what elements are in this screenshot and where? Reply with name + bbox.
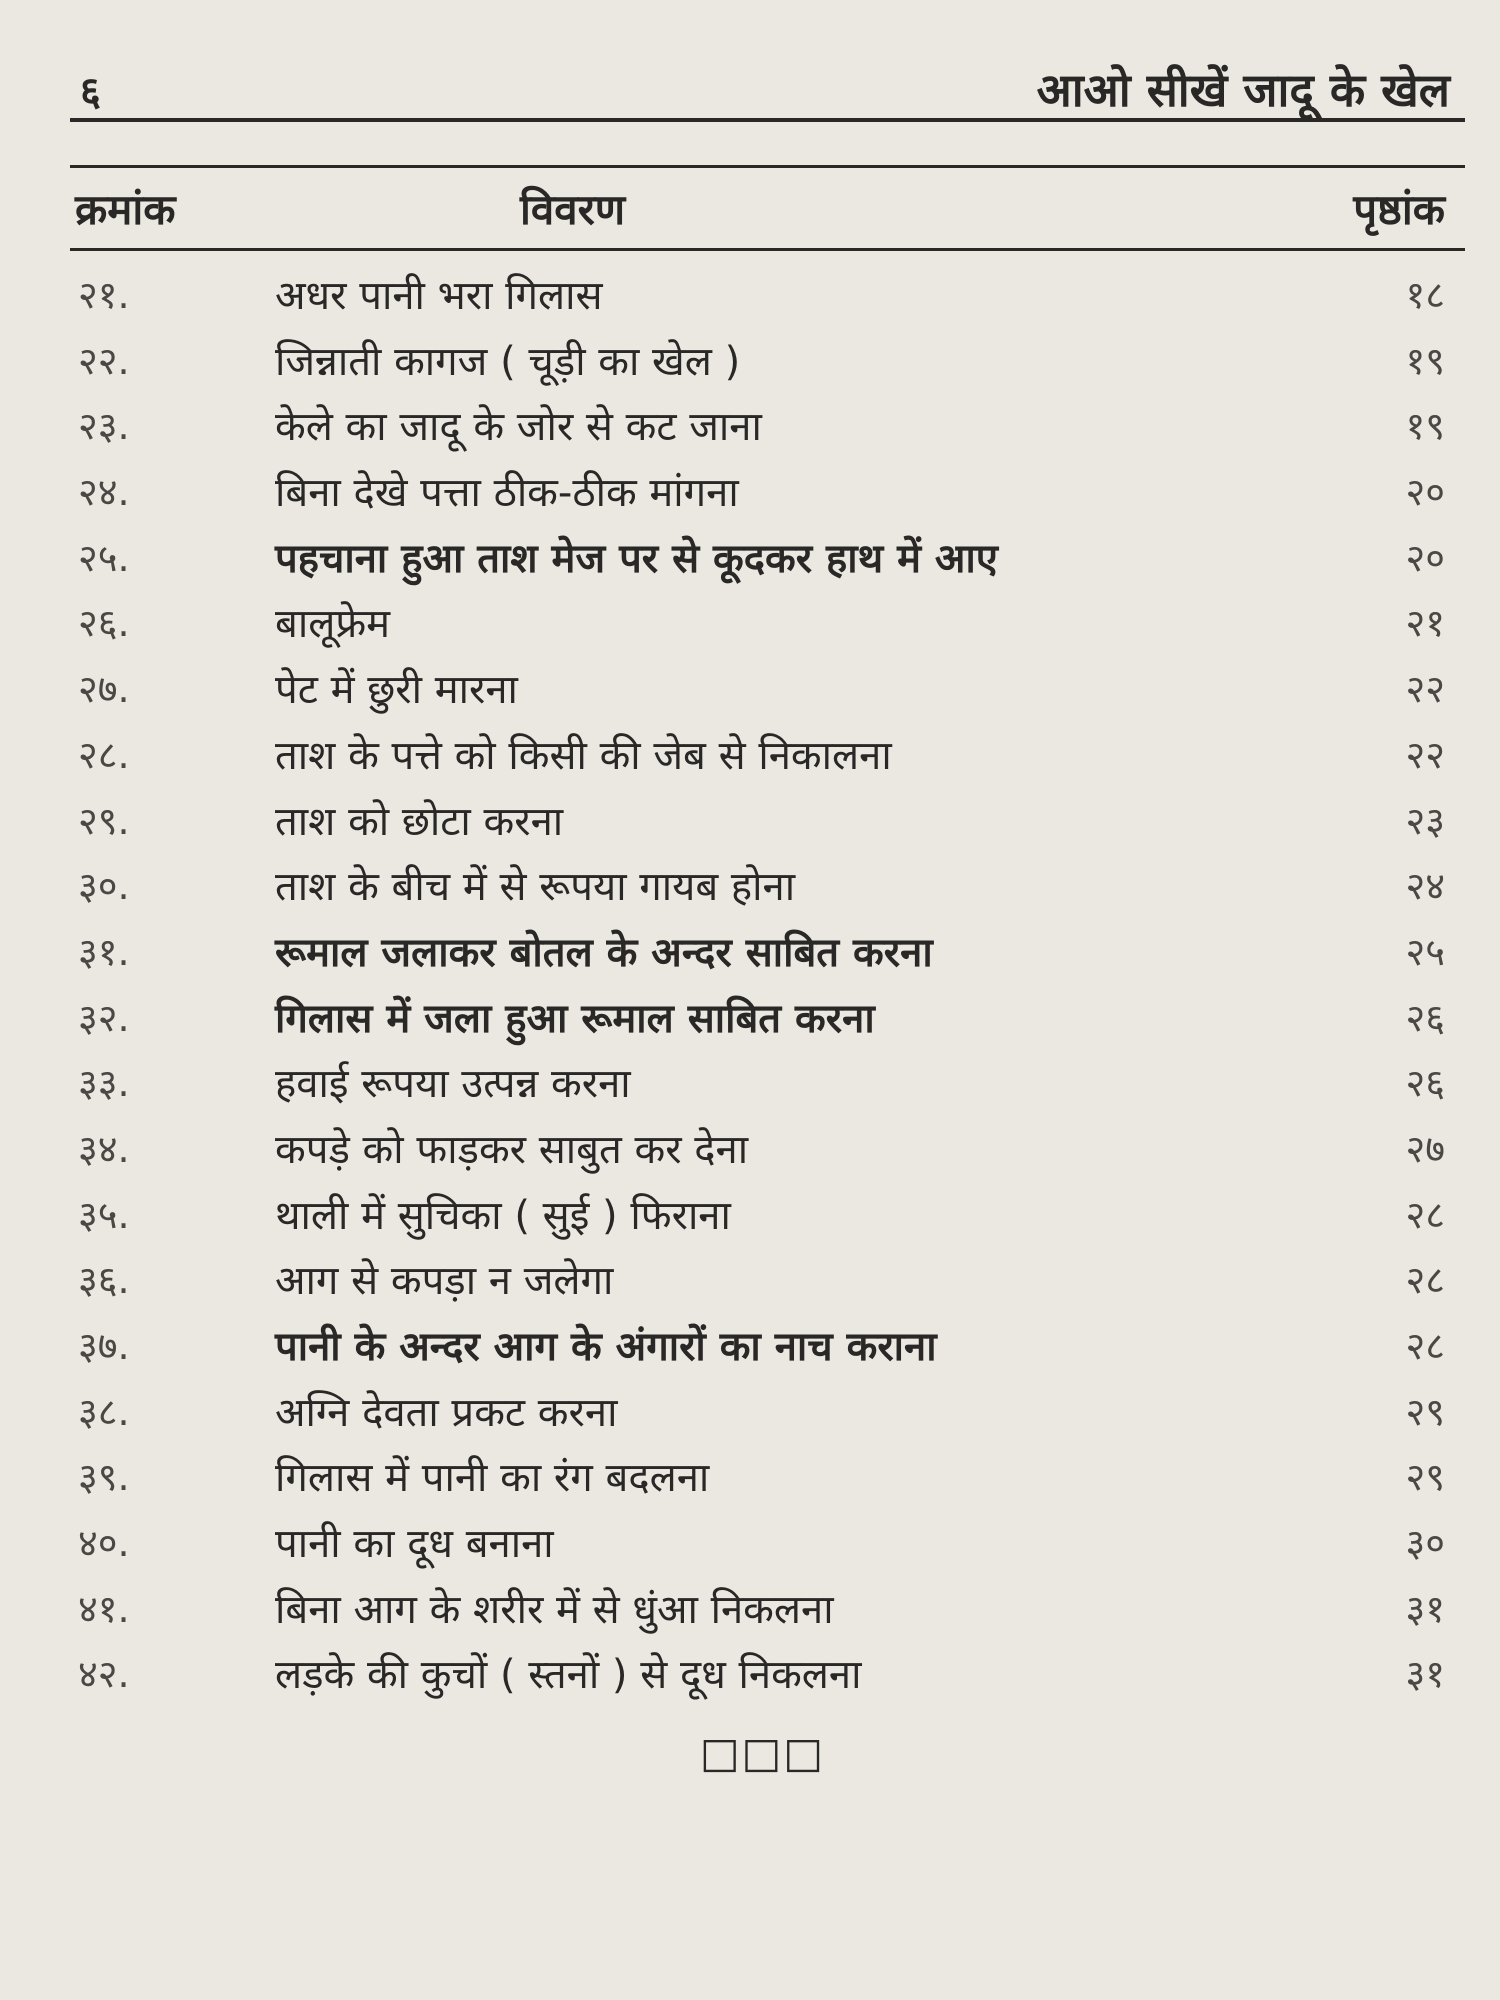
entry-title: ताश के बीच में से रूपया गायब होना [275,864,796,911]
entry-serial: २१. [78,273,130,317]
entry-page: २२ [1405,732,1445,777]
entry-page: २१ [1405,601,1445,646]
toc-entry-41 [70,1572,1465,1638]
entry-page: २९ [1405,1389,1445,1434]
entry-title: लड़के की कुचों ( स्तनों ) से दूध निकलना [275,1652,862,1699]
entry-title: आग से कपड़ा न जलेगा [275,1258,614,1305]
entry-title: ताश को छोटा करना [275,798,564,845]
table-top-rule [70,165,1465,168]
entry-serial: ३८. [78,1389,130,1434]
entry-serial: ३५. [78,1192,130,1237]
toc-entry-40 [70,1506,1465,1572]
toc-entry-33 [70,1046,1465,1112]
entry-page: २८ [1405,1324,1445,1368]
toc-entry-39 [70,1440,1465,1506]
toc-entry-22 [70,324,1465,390]
entry-serial: ४०. [78,1521,130,1566]
entry-page: २८ [1405,1258,1445,1303]
entry-title: पानी का दूध बनाना [275,1521,554,1568]
toc-entry-36 [70,1243,1465,1309]
entry-page: २६ [1405,1061,1445,1106]
entry-serial: २४. [78,470,130,515]
header-rule [70,118,1465,122]
entry-serial: ३६. [78,1258,130,1303]
toc-entry-34 [70,1112,1465,1178]
page-number: ६ [80,69,101,115]
entry-serial: २२. [78,338,130,383]
column-header-description: विवरण [520,185,626,234]
entry-title: अग्नि देवता प्रकट करना [275,1389,618,1436]
toc-entry-28 [70,718,1465,784]
entry-page: ३१ [1405,1652,1445,1697]
table-of-contents [70,258,1465,1703]
column-header-rule [70,248,1465,251]
toc-entry-32 [70,981,1465,1047]
entry-title: थाली में सुचिका ( सुई ) फिराना [275,1192,731,1239]
entry-page: ३१ [1405,1586,1445,1631]
column-header-serial: क्रमांक [75,185,176,234]
entry-title: गिलास में पानी का रंग बदलना [275,1455,710,1502]
toc-entry-26 [70,586,1465,652]
entry-title: रूमाल जलाकर बोतल के अन्दर साबित करना [275,929,933,976]
toc-entry-29 [70,784,1465,850]
entry-serial: ३१. [78,929,130,974]
entry-serial: ३०. [78,864,130,909]
entry-page: २३ [1405,798,1445,843]
entry-page: १८ [1405,273,1445,317]
entry-serial: ३४. [78,1126,130,1171]
entry-page: २४ [1405,864,1445,909]
entry-title: ताश के पत्ते को किसी की जेब से निकालना [275,732,892,779]
entry-serial: २९. [78,798,130,843]
entry-page: १९ [1405,404,1445,449]
entry-serial: ३७. [78,1324,130,1368]
toc-entry-31 [70,915,1465,981]
end-of-section-mark: □□□ [700,1728,826,1777]
entry-title: गिलास में जला हुआ रूमाल साबित करना [275,995,875,1042]
entry-page: २७ [1405,1126,1445,1171]
entry-page: २८ [1405,1192,1445,1237]
entry-page: ३० [1405,1521,1445,1566]
toc-entry-24 [70,455,1465,521]
entry-page: २० [1405,535,1445,580]
toc-entry-30 [70,849,1465,915]
entry-serial: ४२. [78,1652,130,1697]
entry-serial: ३२. [78,995,130,1040]
toc-entry-21 [70,258,1465,324]
entry-page: २५ [1405,929,1445,974]
entry-title: बिना आग के शरीर में से धुंआ निकलना [275,1586,834,1633]
entry-serial: २६. [78,601,130,646]
book-title: आओ सीखें जादू के खेल [1036,63,1450,117]
entry-serial: ३३. [78,1061,130,1106]
entry-title: कपड़े को फाड़कर साबुत कर देना [275,1126,749,1173]
entry-title: जिन्नाती कागज ( चूड़ी का खेल ) [275,338,741,385]
entry-title: पेट में छुरी मारना [275,667,518,714]
entry-title: बिना देखे पत्ता ठीक-ठीक मांगना [275,470,739,517]
entry-title: पहचाना हुआ ताश मेज पर से कूदकर हाथ में आए [275,535,998,582]
toc-entry-27 [70,652,1465,718]
entry-page: २९ [1405,1455,1445,1500]
entry-title: हवाई रूपया उत्पन्न करना [275,1061,631,1108]
toc-entry-25 [70,521,1465,587]
entry-serial: ४१. [78,1586,130,1631]
entry-serial: २७. [78,667,130,712]
entry-page: १९ [1405,338,1445,383]
entry-title: पानी के अन्दर आग के अंगारों का नाच कराना [275,1324,937,1370]
entry-serial: २५. [78,535,130,580]
entry-title: केले का जादू के जोर से कट जाना [275,404,762,451]
page-header [70,40,1460,117]
entry-page: २६ [1405,995,1445,1040]
column-header-page: पृष्ठांक [1353,185,1445,234]
entry-title: अधर पानी भरा गिलास [275,273,603,319]
entry-serial: २८. [78,732,130,777]
toc-entry-37 [70,1309,1465,1375]
toc-entry-35 [70,1178,1465,1244]
toc-entry-23 [70,389,1465,455]
toc-entry-42 [70,1637,1465,1703]
entry-page: २२ [1405,667,1445,712]
entry-serial: २३. [78,404,130,449]
entry-title: बालूफ्रेम [275,601,391,648]
entry-serial: ३९. [78,1455,130,1500]
toc-entry-38 [70,1375,1465,1441]
entry-page: २० [1405,470,1445,515]
